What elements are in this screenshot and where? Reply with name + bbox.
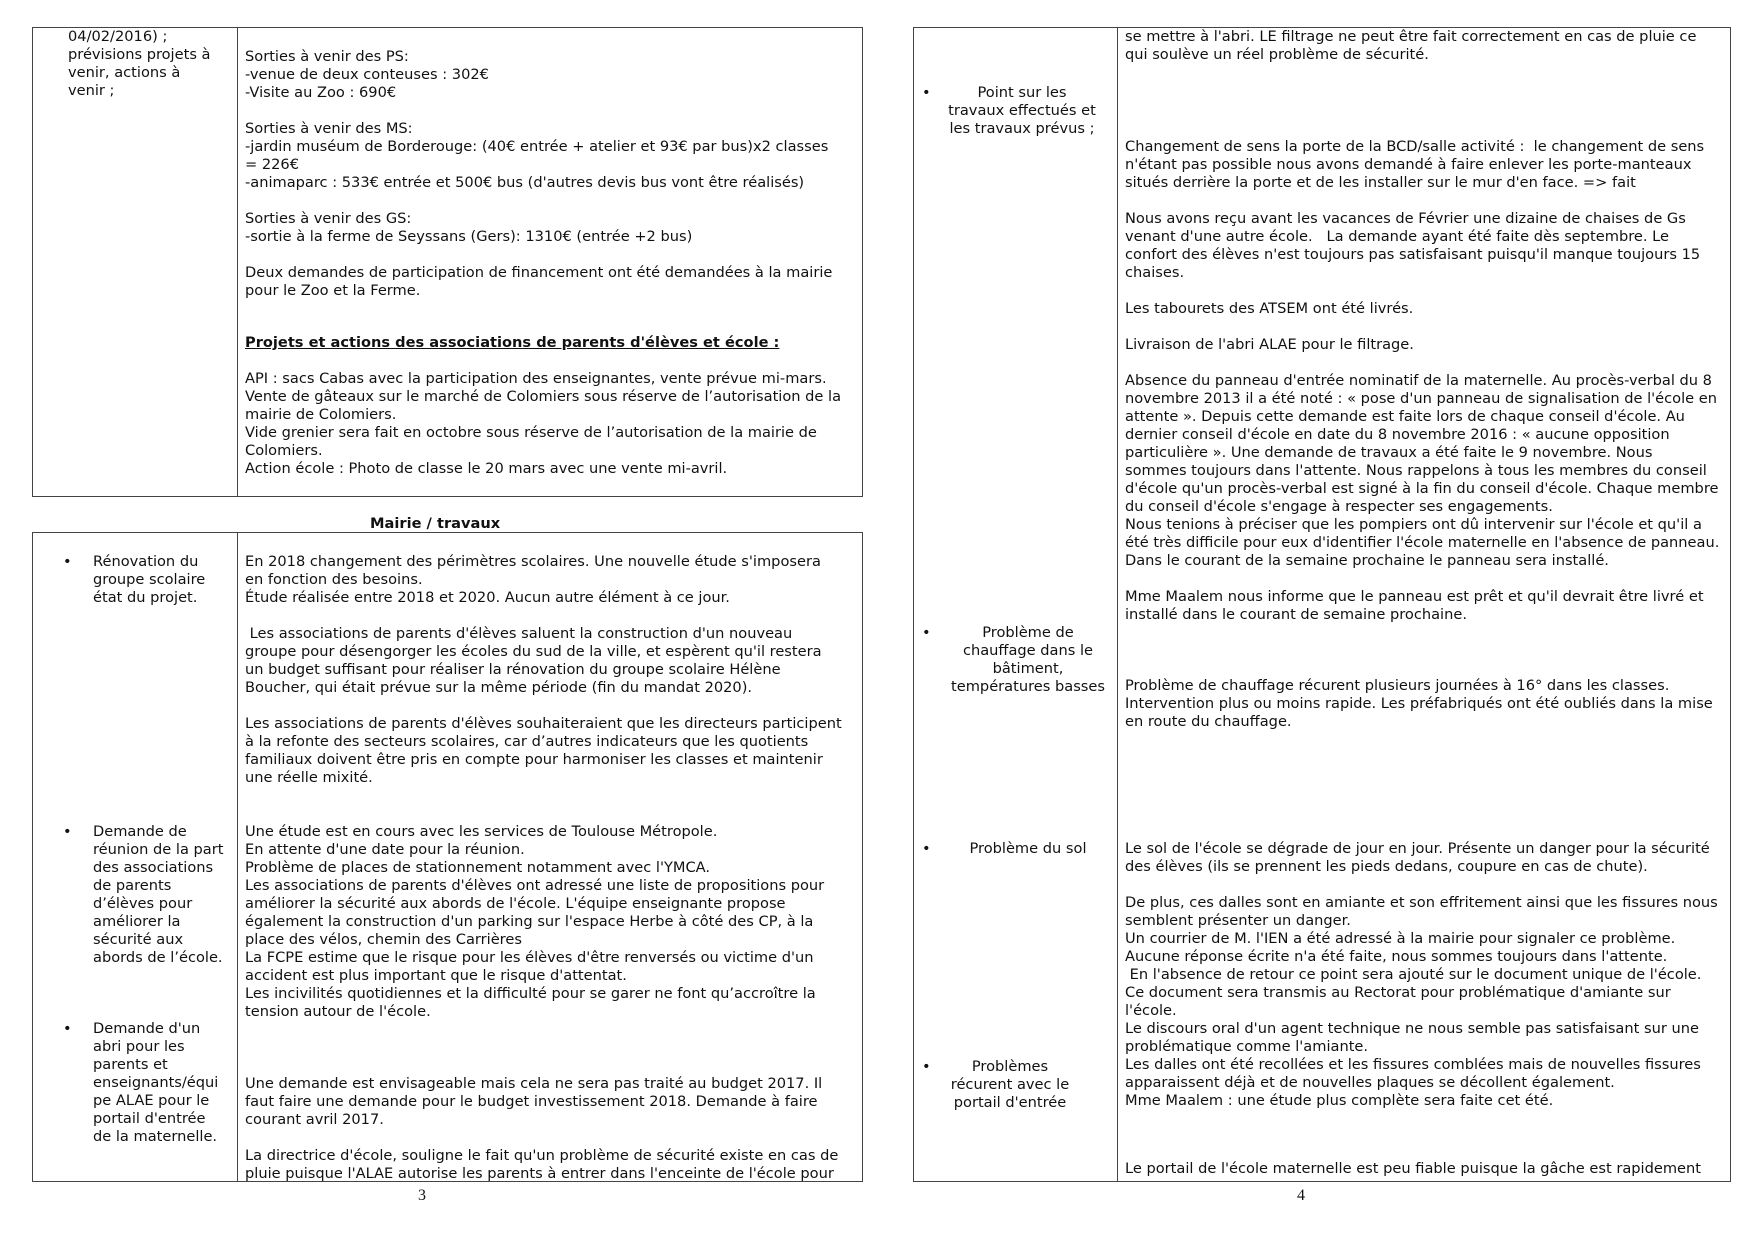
projets-heading: Projets et actions des associations de parents d'élèves et école : [245, 334, 780, 351]
text-sol: Le sol de l'école se dégrade de jour en jour. Présente un danger pour la sécurité des élèves (ils se prennent les pieds dedans, coupure en cas de chute). De plus, ces dalles sont en amiante et son effritement ainsi que les fissures nous semblent présenter un danger. Un courrier de M. l'IEN a été adressé à la mairie pour signaler ce problème. Aucune réponse écrite n'a été faite, nous sommes toujours dans l'attente. En l'absence de retour ce point sera ajouté sur le document unique de l'école. Ce document sera transmis au Rectorat pour problématique d'amiante sur l'école. Le discours oral d'un agent technique ne nous semble pas satisfaisant sur une problématique comme l'amiante. Les dalles ont été recollées et les fissures comblées mais de nouvelles fissures apparaissent déjà et de nouvelles plaques se décollent également. Mme Maalem : une étude plus complète sera faite cet été. [1125, 840, 1718, 1109]
text-chauffage: Problème de chauffage récurent plusieurs journées à 16° dans les classes. Intervention plus ou moins rapide. Les préfabriqués ont été oubliés dans la mise en route du chauffage. [1125, 677, 1713, 730]
section-title-mairie-travaux: Mairie / travaux [370, 515, 501, 532]
column-divider [1117, 28, 1118, 1181]
row-text-securite: Une étude est en cours avec les services de Toulouse Métropole. En attente d'une date pour la réunion. Problème de places de stationnement notamment avec l'YMCA. Les associations de parents d'élèves ont adressé une liste de propositions pour améliorer la sécurité aux abords de l'école. L'équipe enseignante propose également la construction d'un parking sur l'espace Herbe à côté des CP, à la place des vélos, chemin des Carrières La FCPE estime que le risque pour les élèves d'être renversés ou victime d'un accident est plus important que le risque d'attentat. Les incivilités quotidiennes et la difficulté pour se garer ne font qu’accroître la tension autour de l'école. [245, 823, 825, 1020]
row-label-abri: • Demande d'un abri pour les parents et enseignants/équi pe ALAE pour le portail d'entrée de la maternelle. [93, 1020, 218, 1146]
page-number-3: 3 [418, 1187, 426, 1204]
label-travaux: Point sur les travaux effectués et les travaux prévus ; [948, 84, 1096, 137]
text-portail: Le portail de l'école maternelle est peu fiable puisque la gâche est rapidement [1125, 1160, 1701, 1177]
agenda-item-previsions: 04/02/2016) ; prévisions projets à venir, actions à venir ; [68, 28, 211, 99]
sorties-text: Sorties à venir des PS: -venue de deux conteuses : 302€ -Visite au Zoo : 690€ Sorties à venir des MS: -jardin muséum de Borderouge: (40€ entrée + atelier et 93€ par bus)x2 classes = 226€ -animaparc : 533€ entrée et 500€ bus (d'autres devis bus vont être réalisés) Sorties à venir des GS: -sortie à la ferme de Seyssans (Gers): 1310€ (entrée +2 bus) Deux demandes de participation de financement ont été demandées à la mairie pour le Zoo et la Ferme. [245, 48, 833, 299]
row-label-securite: • Demande de réunion de la part des associations de parents d’élèves pour améliorer la sécurité aux abords de l’école. [93, 823, 223, 967]
label-portail: Problèmes récurent avec le portail d'entrée [950, 1058, 1070, 1111]
page-number-4: 4 [1297, 1187, 1305, 1204]
row-label-renovation: • Rénovation du groupe scolaire état du projet. [93, 553, 205, 607]
column-divider [237, 28, 238, 496]
label-sol: Problème du sol [969, 840, 1087, 857]
row-text-renovation: En 2018 changement des périmètres scolaires. Une nouvelle étude s'imposera en fonction des besoins. Étude réalisée entre 2018 et 2020. Aucun autre élément à ce jour. Les associations de parents d'élèves saluent la construction d'un nouveau groupe pour désengorger les écoles du sud de la ville, et espèrent qu'il restera un budget suffisant pour réaliser la rénovation du groupe scolaire Hélène Boucher, qui était prévue sur la même période (fin du mandat 2020). Les associations de parents d'élèves souhaiteraient que les directeurs participent à la refonte des secteurs scolaires, car d’autres indicateurs que les quotients familiaux doivent être pris en compte pour harmoniser les classes et maintenir une réelle mixité. [245, 553, 842, 786]
projets-text: API : sacs Cabas avec la participation des enseignantes, vente prévue mi-mars. Vente de gâteaux sur le marché de Colomiers sous réserve de l’autorisation de la mairie de Colomiers. Vide grenier sera fait en octobre sous réserve de l’autorisation de la mairie de Colomiers. Action école : Photo de classe le 20 mars avec une vente mi-avril. [245, 370, 842, 477]
row-text-abri: Une demande est envisageable mais cela ne sera pas traité au budget 2017. Il faut faire une demande pour le budget investissement 2018. Demande à faire courant avril 2017. La directrice d'école, souligne le fait qu'un problème de sécurité existe en cas de pluie puisque l'ALAE autorise les parents à entrer dans l'enceinte de l'école pour [245, 1075, 839, 1182]
label-chauffage: Problème de chauffage dans le bâtiment, températures basses [951, 624, 1105, 695]
text-travaux: Changement de sens la porte de la BCD/salle activité : le changement de sens n'étant pas possible nous avons demandé à faire enlever les porte-manteaux situés derrière la porte et de les installer sur le mur d'en face. => fait Nous avons reçu avant les vacances de Février une dizaine de chaises de Gs venant d'une autre école. La demande ayant été faite dès septembre. Le confort des élèves n'est toujours pas satisfaisant puisqu'il manque toujours 15 chaises. Les tabourets des ATSEM ont été livrés. Livraison de l'abri ALAE pour le filtrage. Absence du panneau d'entrée nominatif de la maternelle. Au procès-verbal du 8 novembre 2013 il a été noté : « pose d'un panneau de signalisation de l'école en attente ». Depuis cette demande est faite lors de chaque conseil d'école. Au dernier conseil d'école en date du 8 novembre 2016 : « aucune opposition particulière ». Une demande de travaux a été faite le 9 novembre. Nous sommes toujours dans l'attente. Nous rappelons à tous les membres du conseil d'école qu'un procès-verbal est signé à la fin du conseil d'école. Chaque membre du conseil d'école s'engage à respecter ses engagements. Nous tenions à préciser que les pompiers ont dû intervenir sur l'école et qu'il a été très difficile pour eux d'identifier l'école maternelle en l'absence de panneau. Dans le courant de la semaine prochaine le panneau sera installé. Mme Maalem nous informe que le panneau est prêt et qu'il devrait être livré et installé dans le courant de semaine prochaine. [1125, 138, 1720, 623]
text-abri-suite: se mettre à l'abri. LE filtrage ne peut être fait correctement en cas de pluie ce qui soulève un réel problème de sécurité. [1125, 28, 1697, 63]
column-divider [237, 533, 238, 1181]
